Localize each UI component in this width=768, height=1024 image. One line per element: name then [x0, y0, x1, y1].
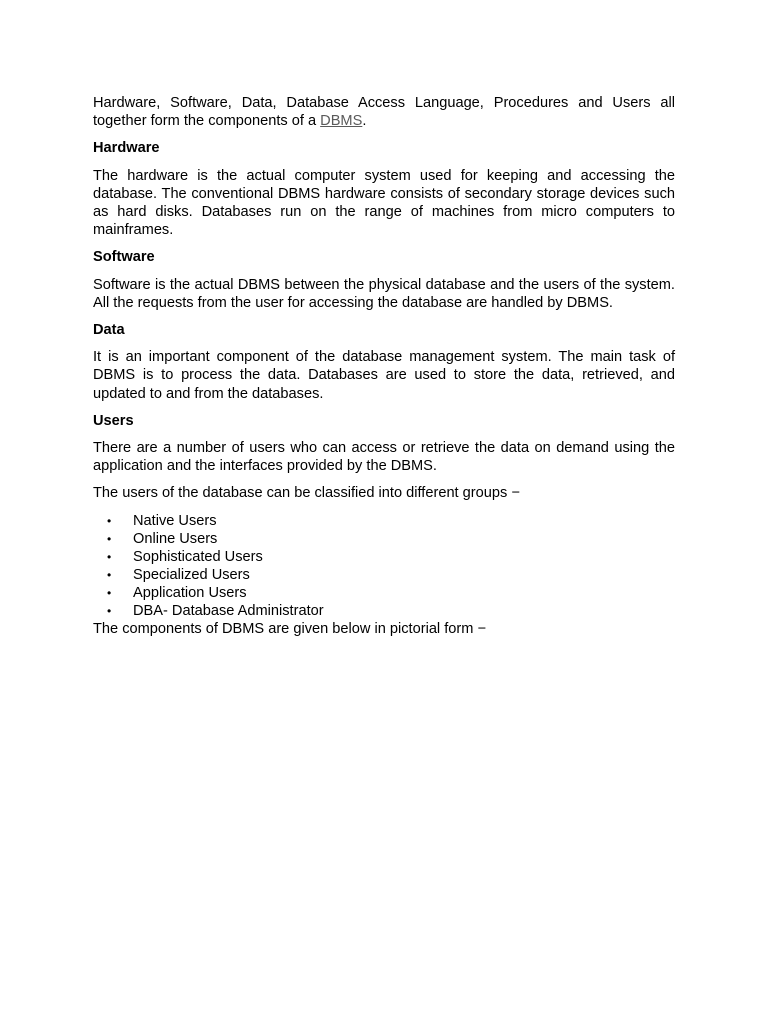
- list-item: • Native Users: [133, 512, 675, 530]
- users-paragraph: There are a number of users who can access or retrieve the data on demand using the application and the interfaces provided by the DBMS.: [93, 440, 675, 475]
- software-paragraph: Software is the actual DBMS between the physical database and the users of the system. All the requests from the user for accessing the database are handled by DBMS.: [93, 276, 675, 311]
- users-heading: Users: [93, 412, 134, 429]
- data-heading: Data: [93, 322, 125, 339]
- data-paragraph: It is an important component of the database management system. The main task of DBMS is to process the data. Databases are used to store the data, retrieved, and updated to and from the databases.: [93, 349, 675, 402]
- document-page: [93, 94, 675, 638]
- list-item: • Online Users: [133, 530, 675, 548]
- dbms-link[interactable]: DBMS: [320, 113, 363, 130]
- software-heading: Software: [93, 249, 155, 266]
- list-item: • Sophisticated Users: [133, 548, 675, 566]
- hardware-paragraph: The hardware is the actual computer system used for keeping and accessing the database. The conventional DBMS hardware consists of secondary storage devices such as hard disks. Databases run on the range of machines from micro computers to mainframes.: [93, 167, 675, 239]
- intro-paragraph: [93, 94, 675, 130]
- intro-period: .: [362, 113, 367, 130]
- hardware-heading: Hardware: [93, 140, 160, 157]
- list-item: • Application Users: [133, 584, 675, 602]
- list-item: • Specialized Users: [133, 566, 675, 584]
- users-classification-intro: The users of the database can be classified into different groups −: [93, 485, 520, 502]
- intro-text: Hardware, Software, Data, Database Access Language, Procedures and Users all together form the components of a: [93, 95, 675, 130]
- list-item: • DBA- Database Administrator: [133, 602, 675, 620]
- closing-paragraph: The components of DBMS are given below in pictorial form −: [93, 620, 486, 637]
- user-groups-list: [93, 512, 675, 620]
